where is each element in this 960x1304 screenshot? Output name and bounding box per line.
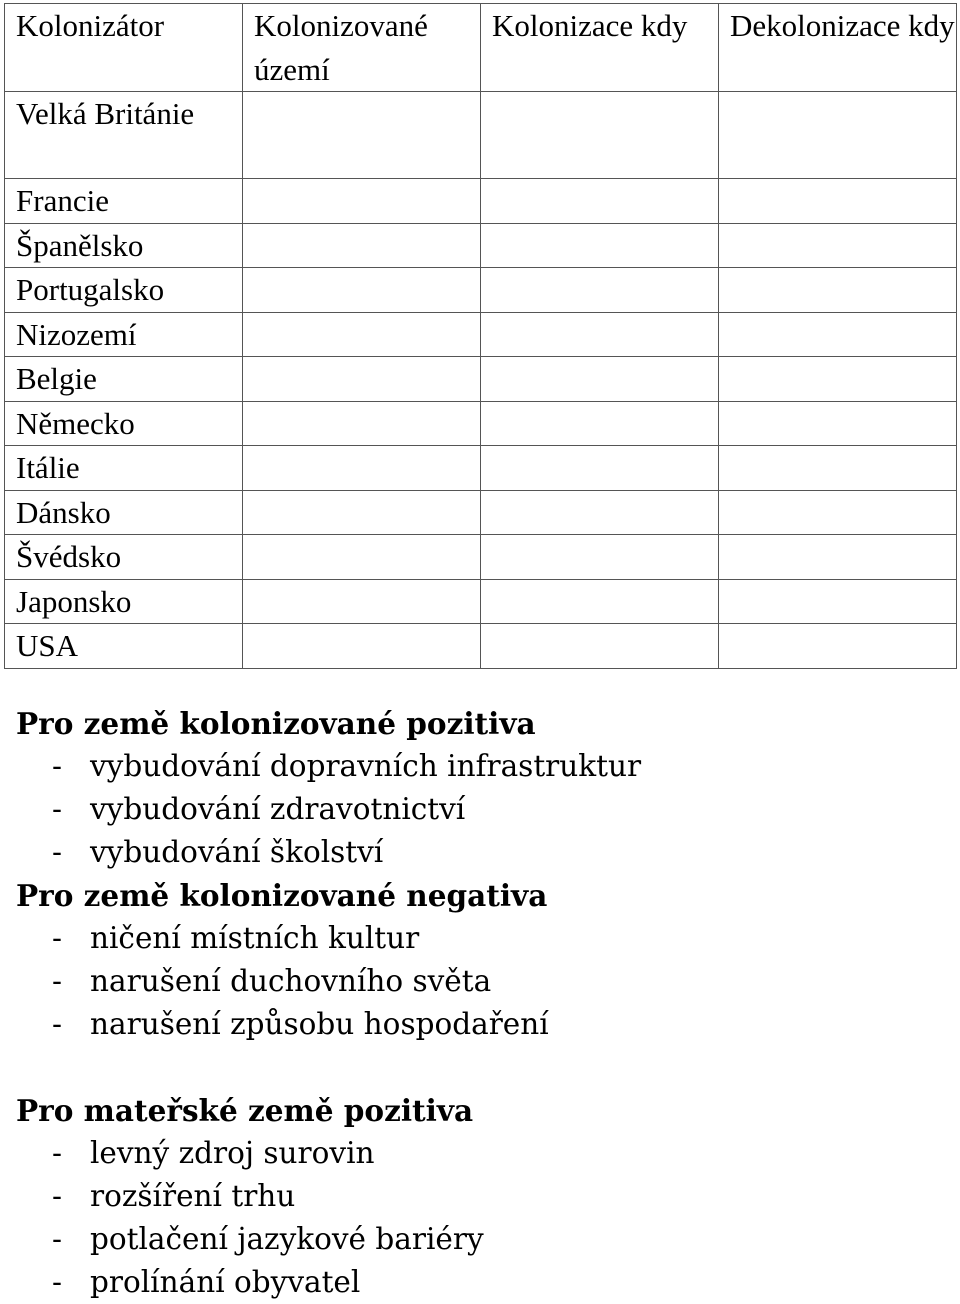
dash-bullet: - xyxy=(52,921,62,955)
list-item-text: vybudování školství xyxy=(90,835,384,869)
table-row xyxy=(5,223,957,268)
table-row xyxy=(5,92,957,179)
dash-bullet: - xyxy=(52,964,62,998)
dash-bullet: - xyxy=(52,1222,62,1256)
territory-cell[interactable] xyxy=(243,268,481,313)
list-item-text: narušení duchovního světa xyxy=(90,964,492,998)
territory-cell[interactable] xyxy=(243,579,481,624)
list-item-text: levný zdroj surovin xyxy=(90,1136,375,1170)
dash-bullet: - xyxy=(52,1265,62,1299)
table-row xyxy=(5,490,957,535)
territory-cell[interactable] xyxy=(243,446,481,491)
decolonization-date-cell[interactable] xyxy=(719,357,957,402)
list-item-text: narušení způsobu hospodaření xyxy=(90,1007,549,1041)
list-item-text: ničení místních kultur xyxy=(90,921,420,955)
header-colonized-territory: Kolonizované území xyxy=(243,4,481,92)
territory-cell[interactable] xyxy=(243,624,481,669)
list-item-text: prolínání obyvatel xyxy=(90,1265,361,1299)
mother-country-positives-section xyxy=(16,1089,946,1304)
territory-cell[interactable] xyxy=(243,312,481,357)
territory-cell[interactable] xyxy=(243,92,481,179)
notes-section xyxy=(16,702,946,1304)
colonization-date-cell[interactable] xyxy=(481,490,719,535)
colonizer-cell: Japonsko xyxy=(5,579,243,624)
territory-cell[interactable] xyxy=(243,401,481,446)
table-row xyxy=(5,268,957,313)
colonizer-cell: USA xyxy=(5,624,243,669)
colonization-table xyxy=(4,3,957,669)
decolonization-date-cell[interactable] xyxy=(719,490,957,535)
list-item-text: vybudování zdravotnictví xyxy=(90,792,466,826)
header-decolonization-when: Dekolonizace kdy xyxy=(719,4,957,92)
dash-bullet: - xyxy=(52,1179,62,1213)
list-item xyxy=(16,960,946,1003)
header-colonizer: Kolonizátor xyxy=(5,4,243,92)
colonization-date-cell[interactable] xyxy=(481,624,719,669)
list-item xyxy=(16,1175,946,1218)
spacer xyxy=(16,1046,946,1089)
section-heading: Pro mateřské země pozitiva xyxy=(16,1093,474,1128)
colonizer-cell: Nizozemí xyxy=(5,312,243,357)
table-row xyxy=(5,312,957,357)
decolonization-date-cell[interactable] xyxy=(719,579,957,624)
section-heading: Pro země kolonizované pozitiva xyxy=(16,706,536,741)
section-heading: Pro země kolonizované negativa xyxy=(16,878,548,913)
decolonization-date-cell[interactable] xyxy=(719,535,957,580)
colonization-date-cell[interactable] xyxy=(481,446,719,491)
territory-cell[interactable] xyxy=(243,357,481,402)
table-row xyxy=(5,401,957,446)
territory-cell[interactable] xyxy=(243,535,481,580)
colonization-date-cell[interactable] xyxy=(481,535,719,580)
decolonization-date-cell[interactable] xyxy=(719,624,957,669)
decolonization-date-cell[interactable] xyxy=(719,446,957,491)
dash-bullet: - xyxy=(52,1007,62,1041)
colonization-date-cell[interactable] xyxy=(481,312,719,357)
decolonization-date-cell[interactable] xyxy=(719,268,957,313)
colonizer-cell: Francie xyxy=(5,179,243,224)
decolonization-date-cell[interactable] xyxy=(719,179,957,224)
list-item xyxy=(16,745,946,788)
colonizer-cell: Belgie xyxy=(5,357,243,402)
colonizer-cell: Itálie xyxy=(5,446,243,491)
list-item xyxy=(16,1132,946,1175)
colonization-date-cell[interactable] xyxy=(481,401,719,446)
table-row xyxy=(5,624,957,669)
colonization-date-cell[interactable] xyxy=(481,268,719,313)
colonizer-cell: Velká Británie xyxy=(5,92,243,179)
list-item xyxy=(16,1003,946,1046)
dash-bullet: - xyxy=(52,835,62,869)
list-item xyxy=(16,917,946,960)
list-item xyxy=(16,831,946,874)
bullet-list xyxy=(16,1132,946,1304)
list-item-text: rozšíření trhu xyxy=(90,1179,296,1213)
table-row xyxy=(5,357,957,402)
territory-cell[interactable] xyxy=(243,490,481,535)
colonized-positives-section xyxy=(16,702,946,874)
colonization-date-cell[interactable] xyxy=(481,92,719,179)
bullet-list xyxy=(16,745,946,874)
colonizer-cell: Španělsko xyxy=(5,223,243,268)
decolonization-date-cell[interactable] xyxy=(719,312,957,357)
dash-bullet: - xyxy=(52,1136,62,1170)
decolonization-date-cell[interactable] xyxy=(719,401,957,446)
decolonization-date-cell[interactable] xyxy=(719,92,957,179)
table-row xyxy=(5,446,957,491)
list-item xyxy=(16,1218,946,1261)
list-item-text: potlačení jazykové bariéry xyxy=(90,1222,484,1256)
list-item xyxy=(16,1261,946,1304)
dash-bullet: - xyxy=(52,792,62,826)
territory-cell[interactable] xyxy=(243,223,481,268)
table-header-row xyxy=(5,4,957,92)
list-item xyxy=(16,788,946,831)
bullet-list xyxy=(16,917,946,1046)
colonizer-cell: Portugalsko xyxy=(5,268,243,313)
colonized-negatives-section xyxy=(16,874,946,1046)
colonization-date-cell[interactable] xyxy=(481,579,719,624)
colonization-date-cell[interactable] xyxy=(481,357,719,402)
decolonization-date-cell[interactable] xyxy=(719,223,957,268)
table-row xyxy=(5,179,957,224)
colonizer-cell: Dánsko xyxy=(5,490,243,535)
table-row xyxy=(5,535,957,580)
table-row xyxy=(5,579,957,624)
colonizer-cell: Švédsko xyxy=(5,535,243,580)
list-item-text: vybudování dopravních infrastruktur xyxy=(90,749,642,783)
dash-bullet: - xyxy=(52,749,62,783)
colonizer-cell: Německo xyxy=(5,401,243,446)
territory-cell[interactable] xyxy=(243,179,481,224)
header-colonization-when: Kolonizace kdy xyxy=(481,4,719,92)
colonization-date-cell[interactable] xyxy=(481,223,719,268)
colonization-date-cell[interactable] xyxy=(481,179,719,224)
